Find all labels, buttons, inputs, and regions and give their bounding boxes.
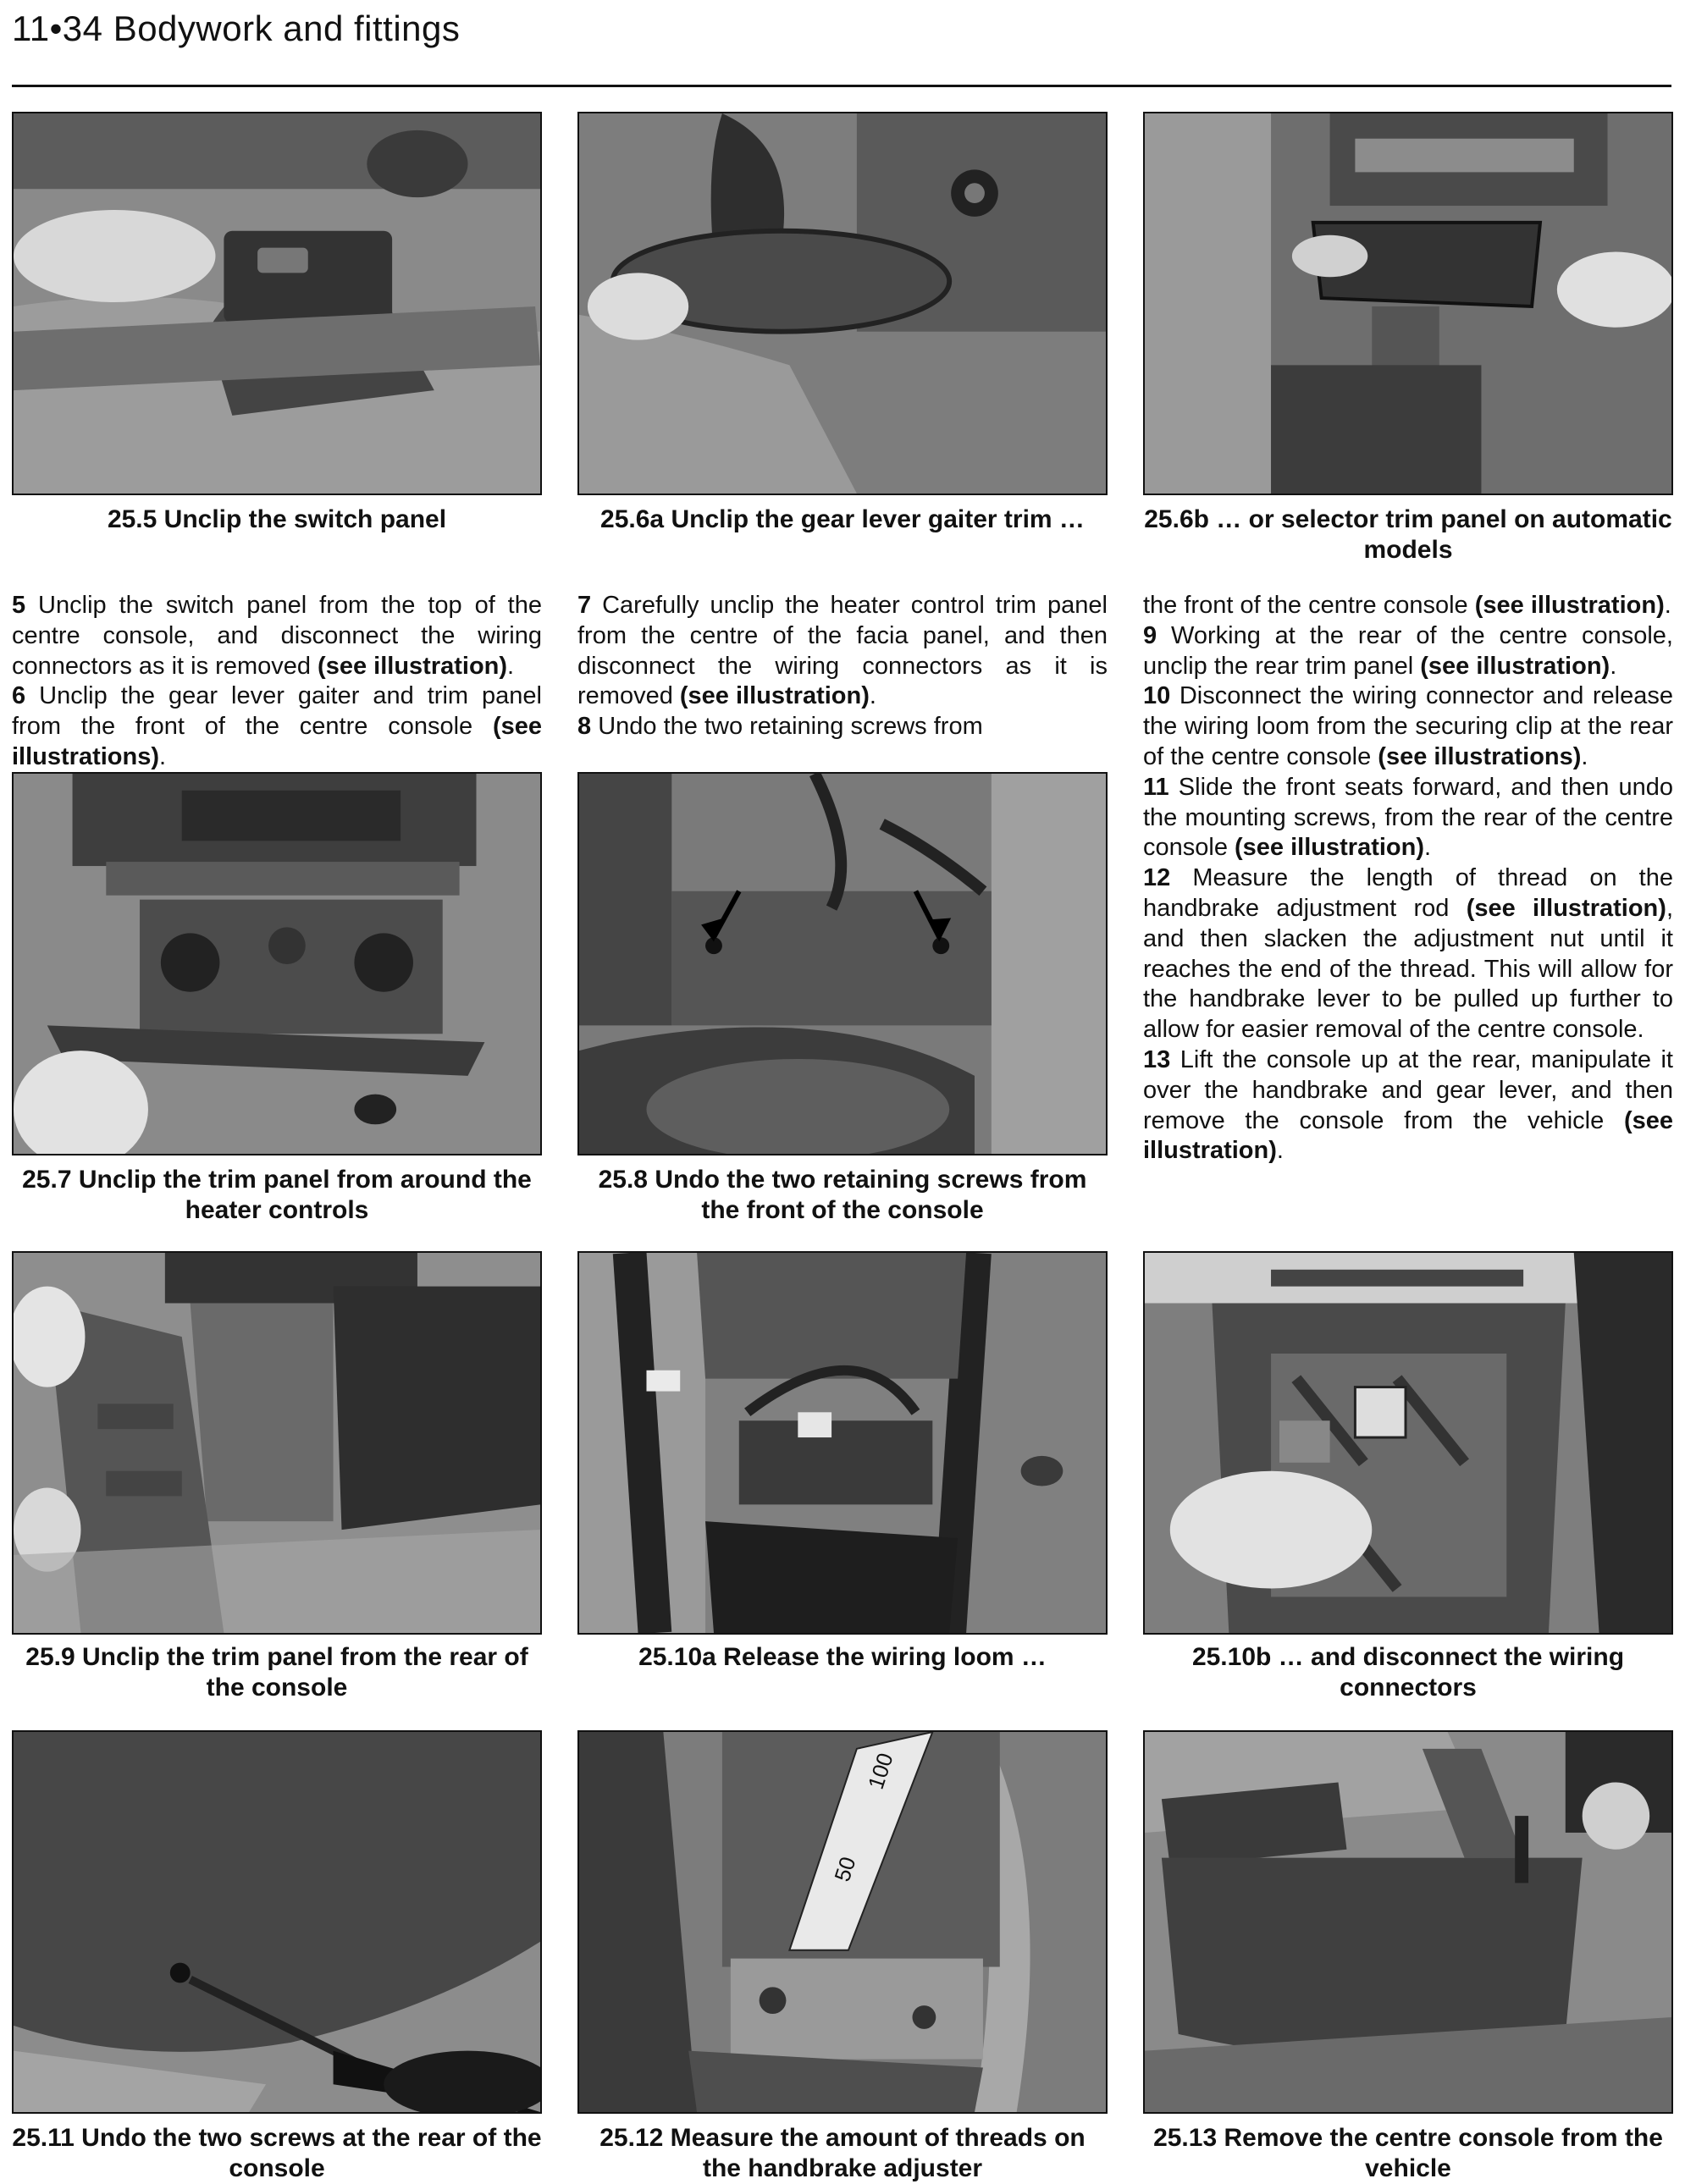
photo-25-12-image [579,1732,1106,2112]
illustration-ref: (see illustration) [679,682,870,710]
photo-25-9 [12,1251,542,1635]
ruler-label-100: 100 [864,1750,898,1793]
photo-25-10b-image [1145,1253,1671,1633]
step-number: 11 [1143,773,1169,801]
photo-25-6b [1143,112,1673,495]
step-number: 10 [1143,682,1171,710]
step-number: 8 [577,713,592,741]
step-number: 13 [1143,1045,1171,1073]
step-number: 7 [577,592,592,619]
photo-25-5 [12,112,542,495]
photo-25-10a [577,1251,1108,1635]
paragraph-end: , and then slacken the adjustment nut until it reaches the end of the thread. This will allow for the handbrake lever to be pulled up further to allow for easier removal of the centre console. [1143,894,1673,1044]
paragraph-8-continued [1143,591,1673,621]
caption-25-12: 25.12 Measure the amount of threads on the handbrake adjuster [599,2124,1086,2182]
photo-25-10a-image [579,1253,1106,1633]
page-header [12,3,1671,85]
caption-25-7: 25.7 Unclip the trim panel from around the heater controls [22,1166,532,1224]
paragraph-end: . [507,652,515,680]
illustration-ref: (see illustration) [1420,652,1610,680]
paragraph-8 [577,712,1108,742]
paragraph-text: Measure the length of thread on the handbrake adjustment rod [1143,864,1673,922]
paragraph-end: . [869,682,876,710]
photo-25-8 [577,772,1108,1155]
photo-25-5-image [14,113,540,494]
paragraph-text: Undo the two retaining screws from [591,713,983,741]
paragraph-5 [12,591,542,681]
photo-25-11 [12,1730,542,2114]
illustration-ref: (see illustrations) [12,713,542,770]
paragraph-12 [1143,863,1673,1045]
paragraph-text: Unclip the gear lever gaiter and trim panel from the front of the centre console [12,682,542,741]
paragraph-end: . [1610,652,1617,680]
paragraph-text: Carefully unclip the heater control trim panel from the centre of the facia panel, and then disconnect the wiring connectors as it is removed [577,592,1108,710]
paragraph-end: . [1276,1137,1284,1165]
step-number: 6 [12,682,26,710]
page-title: 11•34 Bodywork and fittings [12,8,461,48]
photo-25-7 [12,772,542,1155]
paragraph-11 [1143,773,1673,863]
paragraph-6 [12,681,542,772]
paragraph-7 [577,591,1108,712]
caption-25-13: 25.13 Remove the centre console from the vehicle [1153,2124,1663,2182]
paragraph-13 [1143,1045,1673,1166]
caption-25-10b: 25.10b … and disconnect the wiring connectors [1191,1643,1625,1701]
text-column-1 [12,591,542,773]
caption-25-11: 25.11 Undo the two screws at the rear of the console [12,2124,542,2182]
caption-25-6b: 25.6b … or selector trim panel on automatic models [1144,505,1672,564]
photo-25-11-image [14,1732,540,2112]
photo-25-8-image [579,774,1106,1154]
illustration-ref: (see illustration) [1474,592,1665,619]
paragraph-end: . [1424,834,1432,862]
step-number: 5 [12,592,26,619]
photo-25-6a-image [579,113,1106,494]
text-column-3 [1143,591,1673,1166]
paragraph-text: Slide the front seats forward, and then undo the mounting screws, from the rear of the centre console [1143,773,1673,862]
illustration-ref: (see illustration) [1235,834,1425,862]
photo-25-7-image [14,774,540,1154]
illustration-ref: (see illustrations) [1378,742,1582,770]
caption-25-6a: 25.6a Unclip the gear lever gaiter trim … [600,505,1085,533]
illustration-ref: (see illustration) [318,652,508,680]
caption-25-9: 25.9 Unclip the trim panel from the rear of the console [25,1643,528,1701]
caption-25-5: 25.5 Unclip the switch panel [107,505,447,533]
paragraph-text: Disconnect the wiring connector and release the wiring loom from the securing clip at the rear of the centre console [1143,682,1673,770]
paragraph-text: the front of the centre console [1143,592,1475,619]
photo-25-13 [1143,1730,1673,2114]
caption-25-10a: 25.10a Release the wiring loom … [638,1643,1047,1671]
text-column-2 [577,591,1108,742]
paragraph-end: . [1664,592,1671,619]
photo-25-6b-image [1145,113,1671,494]
paragraph-end: . [1581,742,1588,770]
paragraph-end: . [159,742,167,770]
photo-25-6a [577,112,1108,495]
paragraph-10 [1143,681,1673,772]
paragraph-text: Working at the rear of the centre console, unclip the rear trim panel [1143,621,1673,680]
photo-25-10b [1143,1251,1673,1635]
ruler-label-50: 50 [831,1854,861,1885]
illustration-ref: (see illustration) [1143,1106,1673,1165]
header-rule [12,85,1671,87]
photo-25-13-image [1145,1732,1671,2112]
photo-25-9-image [14,1253,540,1633]
paragraph-text: Unclip the switch panel from the top of the centre console, and disconnect the wiring connectors as it is removed [12,592,542,680]
step-number: 9 [1143,621,1157,649]
paragraph-text: Lift the console up at the rear, manipulate it over the handbrake and gear lever, and then remove the console from the vehicle [1143,1045,1673,1134]
illustration-ref: (see illustration) [1466,894,1666,922]
paragraph-9 [1143,621,1673,682]
caption-25-8: 25.8 Undo the two retaining screws from the front of the console [598,1166,1087,1224]
step-number: 12 [1143,864,1171,892]
photo-25-12 [577,1730,1108,2114]
